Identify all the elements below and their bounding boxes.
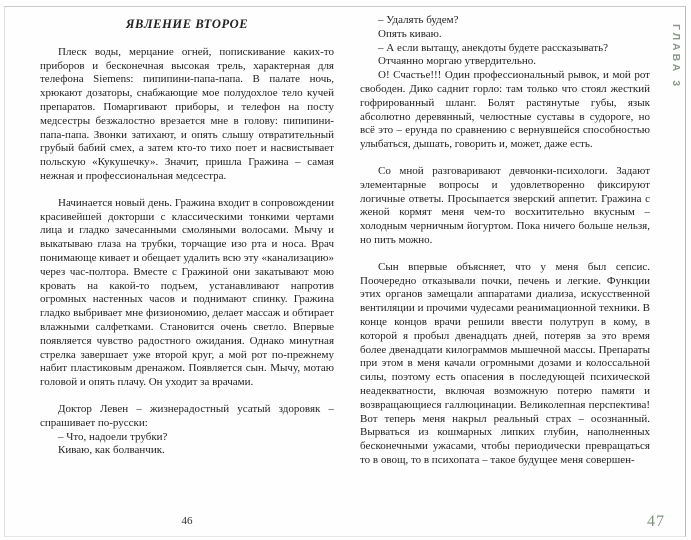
paragraph: Плеск воды, мерцание огней, попискивание каких-то приборов и бесконечная высокая трель, характерная для телефона Siemens: пипипини-папа-папа. В палате ночь, хрюкают дозаторы, снабжающие мое полудохлое тело кучей препаратов. Помаргивают приборы, и телефон на посту медсестры безжалостно врезается мне в голову: пипипини-папа-папа. Звонки затихают, и опять слышу отвратительный грубый бабий смех, а затем кто-то тихо поет и насвистывает польскую «Кукушечку». Значит, пришла Гражина – самая нежная и профессиональная медсестра.	[40, 45, 334, 182]
dialogue-line: – Удалять будем?	[378, 14, 459, 26]
dialogue-line: – Что, надоели трубки?	[58, 430, 168, 443]
paragraph: О! Счастье!!! Один профессиональный рывок, и мой рот свободен. Дико саднит горло: там только что стоял жесткий гофрированный шланг. Болят растянутые губы, язык абсолютно деревянный, челюстные суставы в судороге, но всё это – ерунда по сравнению с вернувшейся способностью улыбаться, дышать, говорить и, может, даже есть.	[360, 69, 650, 151]
dialogue-line: Киваю, как болванчик.	[58, 444, 165, 457]
page-left	[40, 18, 334, 458]
dialogue-line: Опять киваю.	[378, 27, 442, 40]
dialogue-line: Отчаянно моргаю утвердительно.	[378, 55, 537, 68]
dialogue-line: – А если вытащу, анекдоты будете рассказывать?	[378, 41, 608, 54]
page-number-left: 46	[181, 515, 193, 527]
section-title: ЯВЛЕНИЕ ВТОРОЕ	[125, 17, 249, 31]
paragraph: Начинается новый день. Гражина входит в сопровождении красивейшей докторши с классическими тонкими чертами лица и гладко зачесанными смоляными волосами. Мычу и выкатываю глаза на трубки, торчащие изо рта и носа. Врач понимающе кивает и обещает удалить всю эту «канализацию» через час-полтора. Вместе с Гражиной они закатывают мою кровать на какой-то подъем, устанавливают напротив огромных настенных часов и поднимают спинку. Гражина гладко выбривает мне физиономию, делает массаж и обтирает влажными салфетками. Становится очень светло. Впервые появляется чувство радостного ожидания. Однако минутная стрелка завершает уже второй круг, а мой рот по-прежнему набит пластиковым дренажом. Появляется сын. Мычу, мотаю головой и опять плачу. Он уходит за врачами.	[40, 196, 334, 389]
page-number-right: 47	[647, 513, 665, 530]
chapter-marker: ГЛАВА 3	[670, 24, 682, 90]
paragraph: Со мной разговаривают девчонки-психологи. Задают элементарные вопросы и удовлетворенно фиксируют логичные ответы. Просыпается зверский аппетит. Гражина с женой кормят меня чем-то восхитительно вкусным – холодным черничным йогуртом. Пока ничего больше нельзя, но пить можно.	[360, 164, 650, 246]
paragraph: Доктор Левен – жизнерадостный усатый здоровяк – спрашивает по-русски:	[40, 402, 334, 429]
page-right	[360, 14, 650, 468]
paragraph: Сын впервые объясняет, что у меня был сепсис. Поочередно отказывали почки, печень и легкие. Функции этих органов замещали аппаратами диализа, искусственной вентиляции и прочими чудесами реанимационной техники. В конце концов врачи решили ввести полутруп в кому, в которой я пробыл двенадцать дней, потеряв за это время более двенадцати килограммов мышечной массы. Препараты при этом в меня качали огромными дозами и колоссальной силы, поэтому есть опасения в последующей психической неадекватности, включая возможную потерю памяти и возвращающиеся галлюцинации. Великолепная перспектива! Вот теперь меня накрыл реальный страх – осознанный. Вырваться из кошмарных липких глубин, наполненных бесконечными ужасами, чтобы периодически превращаться то в овощ, то в психопата – такое будущее меня совершен-	[360, 260, 650, 466]
